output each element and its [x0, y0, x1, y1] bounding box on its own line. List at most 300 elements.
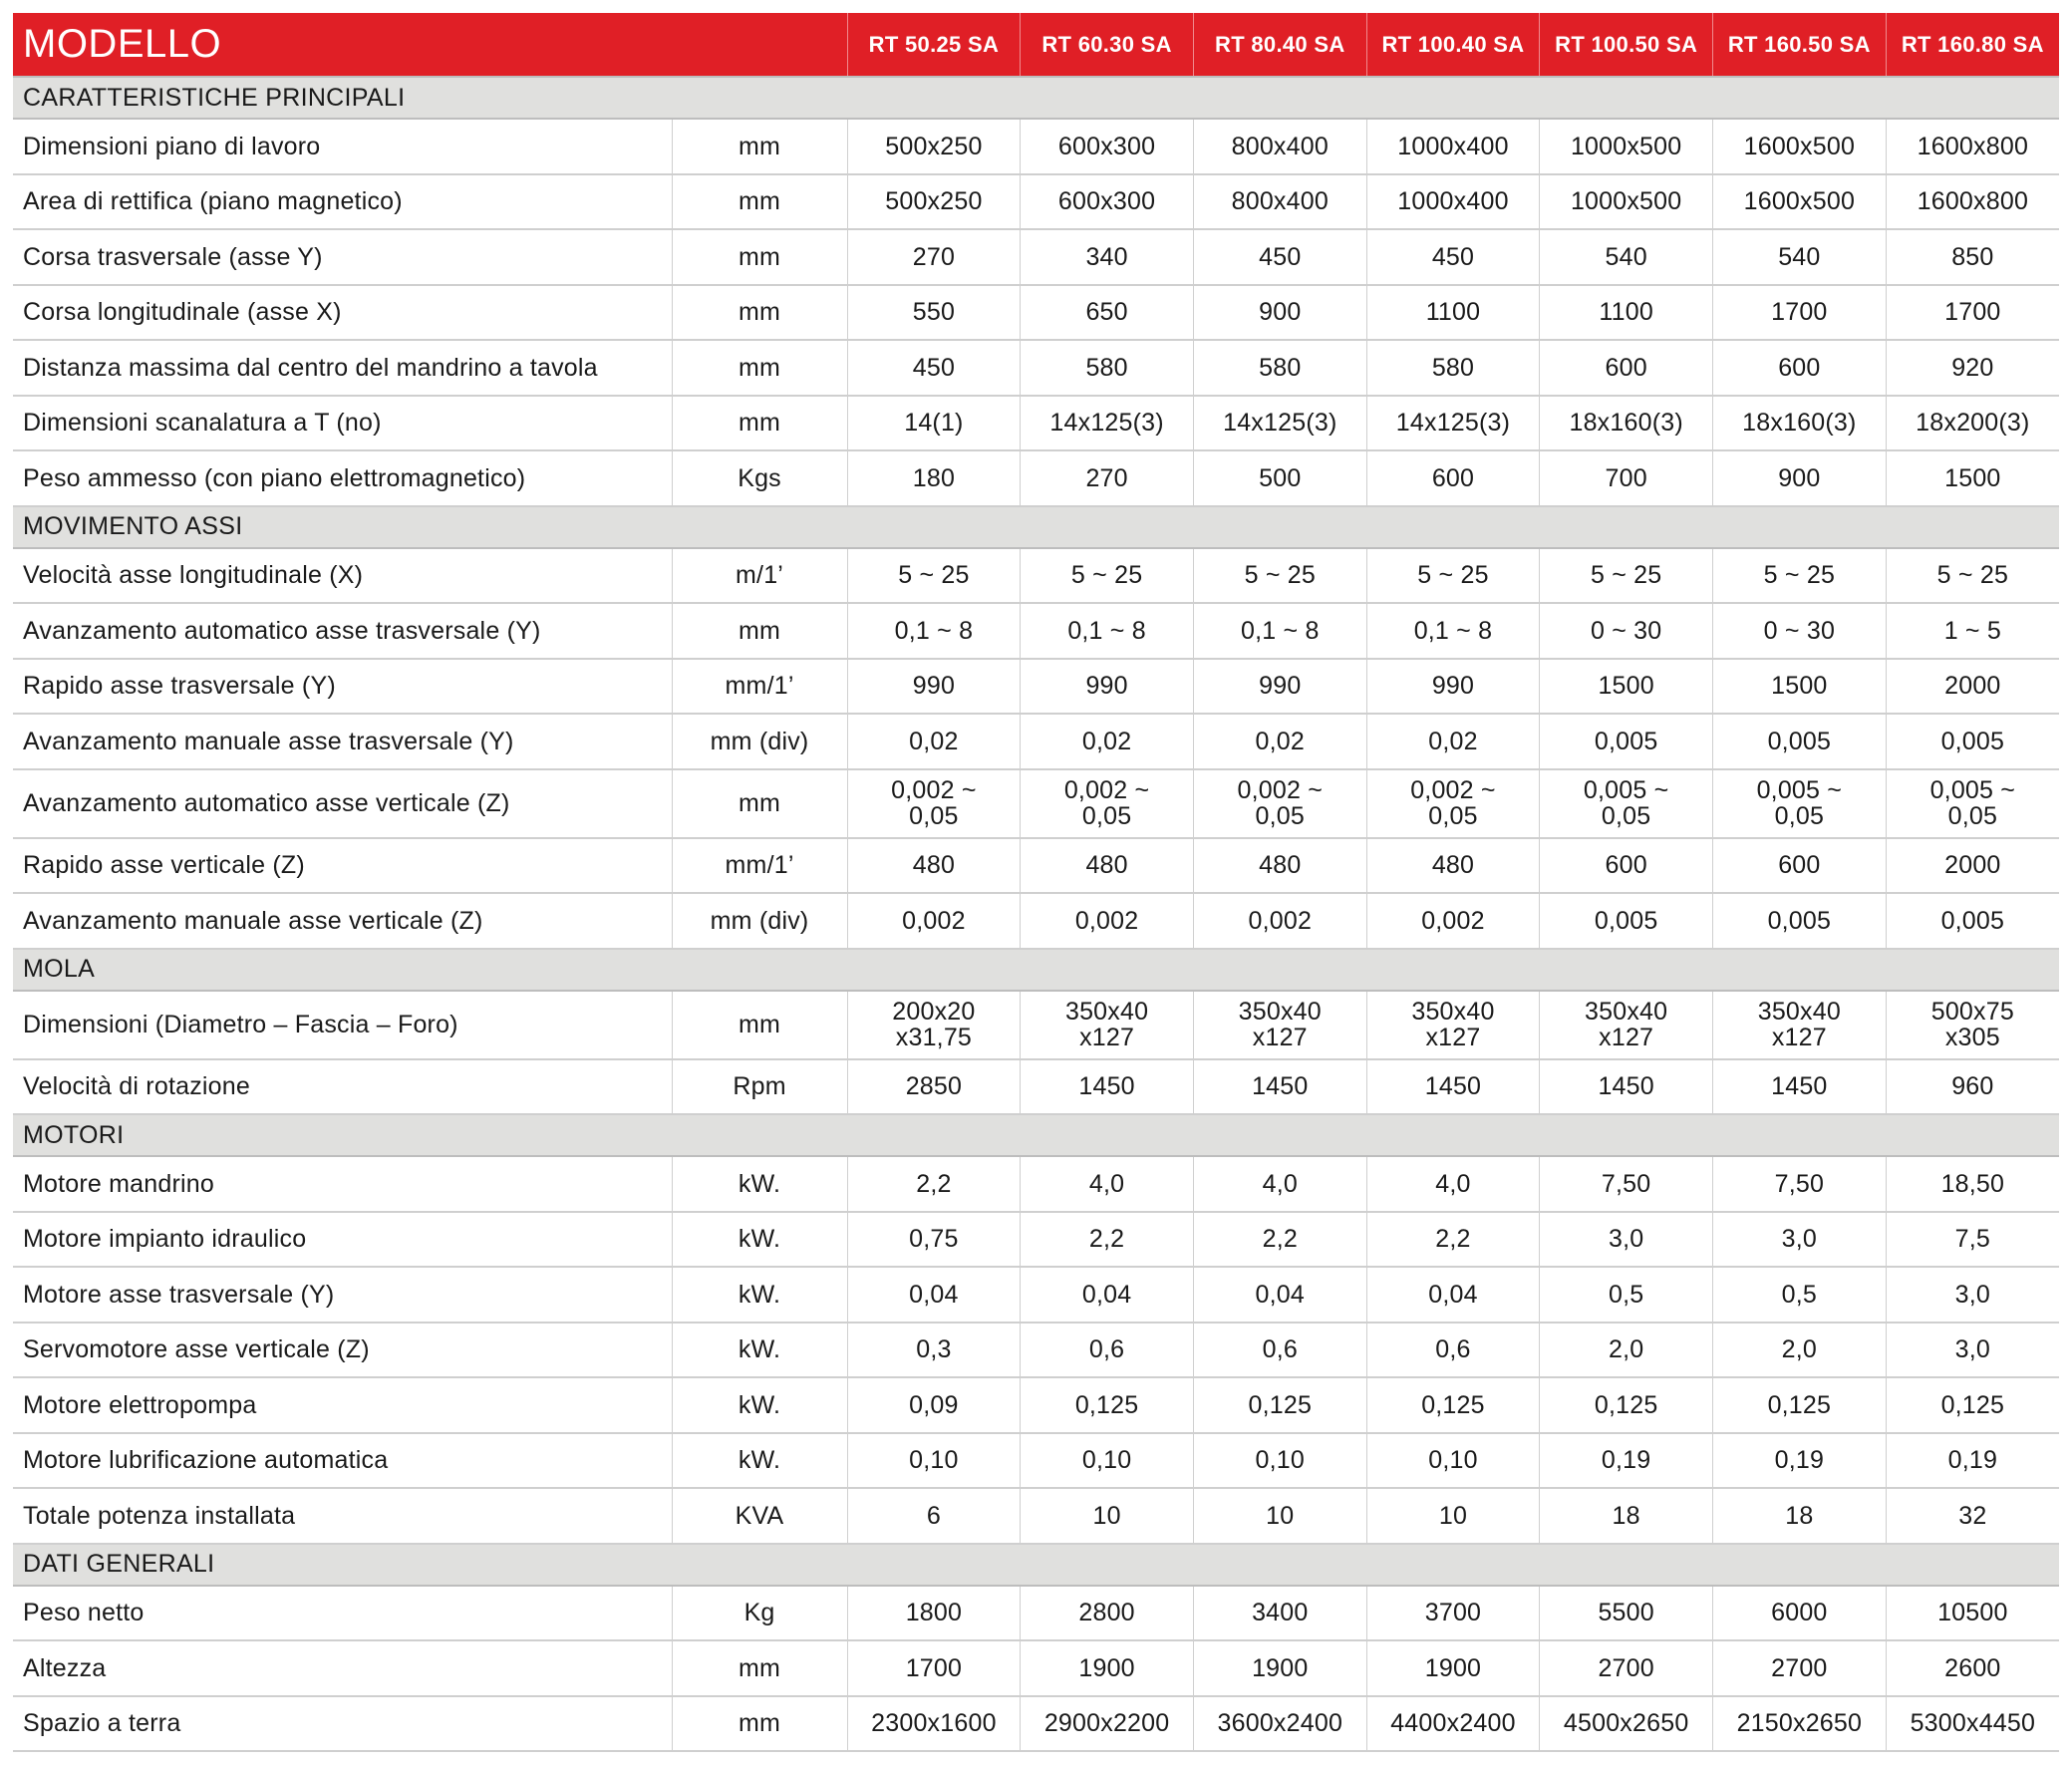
- table-row: [13, 1377, 2059, 1433]
- spec-value-text: 990: [912, 672, 956, 701]
- spec-value-text: 18: [1785, 1501, 1814, 1530]
- table-row: [13, 396, 2059, 451]
- spec-value: [1366, 1377, 1540, 1433]
- spec-label: Avanzamento automatico asse trasversale (Y): [13, 603, 672, 659]
- spec-value-text: 10: [1266, 1501, 1295, 1530]
- spec-value: [1193, 1433, 1366, 1489]
- spec-value-text: 920: [1951, 353, 1994, 382]
- spec-value-text: 0,125: [1767, 1390, 1832, 1419]
- spec-value: [1886, 1267, 2059, 1323]
- spec-value: [1713, 1059, 1887, 1115]
- spec-value-text: 3400: [1252, 1599, 1309, 1627]
- spec-value: [847, 1696, 1021, 1752]
- section-header-row: [13, 1544, 2059, 1586]
- model-header: RT 100.40 SA: [1366, 13, 1540, 77]
- spec-value: [1886, 991, 2059, 1059]
- spec-value-text: 0,002: [1421, 906, 1485, 935]
- spec-value-text: 500x250: [885, 132, 983, 160]
- spec-value: [1540, 1059, 1713, 1115]
- spec-value-text: 500x75 x305: [1930, 998, 2014, 1051]
- spec-value: [847, 450, 1021, 506]
- spec-value-text: 600: [1431, 463, 1475, 492]
- spec-value-text: 5 ~ 25: [1244, 561, 1316, 590]
- spec-value: [847, 229, 1021, 285]
- spec-unit: mm: [672, 1696, 847, 1752]
- spec-value: [1193, 769, 1366, 838]
- spec-value: [1021, 548, 1194, 604]
- spec-unit: Rpm: [672, 1059, 847, 1115]
- table-row: [13, 769, 2059, 838]
- spec-value: [847, 548, 1021, 604]
- spec-unit: kW.: [672, 1323, 847, 1378]
- spec-value-text: 2150x2650: [1736, 1709, 1863, 1738]
- spec-value-text: 10: [1092, 1501, 1121, 1530]
- section-header-row: [13, 949, 2059, 991]
- spec-value: [1193, 548, 1366, 604]
- section-title: MOLA: [13, 949, 2059, 991]
- spec-unit: mm: [672, 1640, 847, 1696]
- spec-unit: Kgs: [672, 450, 847, 506]
- spec-label: Dimensioni scanalatura a T (no): [13, 396, 672, 451]
- spec-label: Velocità di rotazione: [13, 1059, 672, 1115]
- spec-value: [1021, 285, 1194, 341]
- spec-value: [1540, 1433, 1713, 1489]
- spec-value: [1713, 991, 1887, 1059]
- spec-label: Rapido asse verticale (Z): [13, 838, 672, 894]
- spec-value: [1021, 1488, 1194, 1544]
- spec-value-text: 5 ~ 25: [1070, 561, 1143, 590]
- spec-value: [1193, 340, 1366, 396]
- spec-value: [847, 174, 1021, 230]
- spec-value-text: 4400x2400: [1390, 1709, 1516, 1738]
- spec-unit: mm (div): [672, 714, 847, 769]
- spec-label: Corsa trasversale (asse Y): [13, 229, 672, 285]
- spec-value-text: 900: [1778, 463, 1821, 492]
- spec-value: [847, 285, 1021, 341]
- spec-value: [1540, 396, 1713, 451]
- spec-value: [1540, 838, 1713, 894]
- spec-value: [1540, 659, 1713, 715]
- spec-value-text: 14x125(3): [1395, 409, 1511, 438]
- spec-value-text: 0,002: [1248, 906, 1313, 935]
- spec-value-text: 18x160(3): [1742, 409, 1857, 438]
- spec-value-text: 1450: [1424, 1072, 1482, 1101]
- spec-value-text: 2000: [1944, 672, 2001, 701]
- spec-value-text: 1600x500: [1743, 132, 1856, 160]
- spec-value-text: 800x400: [1231, 132, 1329, 160]
- spec-label: Avanzamento manuale asse verticale (Z): [13, 893, 672, 949]
- spec-value-text: 0,19: [1947, 1446, 1998, 1475]
- spec-label: Distanza massima dal centro del mandrino a tavola: [13, 340, 672, 396]
- spec-value: [1193, 603, 1366, 659]
- spec-value: [1193, 1640, 1366, 1696]
- spec-value-text: 6000: [1771, 1599, 1828, 1627]
- spec-label: Motore mandrino: [13, 1156, 672, 1212]
- spec-value-text: 1450: [1252, 1072, 1309, 1101]
- spec-value-text: 600x300: [1057, 187, 1156, 216]
- spec-value-text: 3,0: [1781, 1225, 1818, 1254]
- spec-value-text: 3,0: [1954, 1335, 1991, 1364]
- spec-value: [1540, 1212, 1713, 1268]
- spec-value: [1540, 340, 1713, 396]
- spec-value-text: 7,50: [1774, 1169, 1825, 1198]
- section-header-row: [13, 77, 2059, 119]
- spec-value-text: 18,50: [1940, 1169, 2005, 1198]
- spec-value: [1366, 340, 1540, 396]
- spec-value: [847, 893, 1021, 949]
- spec-unit: mm (div): [672, 893, 847, 949]
- spec-value-text: 2,0: [1781, 1335, 1818, 1364]
- spec-value: [1193, 1377, 1366, 1433]
- spec-value-text: 14x125(3): [1223, 409, 1337, 438]
- spec-value-text: 2,2: [1088, 1225, 1125, 1254]
- spec-value: [1021, 119, 1194, 174]
- spec-value-text: 4,0: [1435, 1169, 1471, 1198]
- model-header: RT 50.25 SA: [847, 13, 1021, 77]
- spec-value-text: 0,19: [1601, 1446, 1651, 1475]
- spec-value-text: 10500: [1937, 1599, 2008, 1627]
- spec-value-text: 540: [1778, 242, 1821, 271]
- model-header: RT 60.30 SA: [1021, 13, 1194, 77]
- spec-value-text: 14x125(3): [1049, 409, 1164, 438]
- spec-value: [847, 991, 1021, 1059]
- table-row: [13, 229, 2059, 285]
- spec-unit: mm: [672, 229, 847, 285]
- spec-value: [847, 659, 1021, 715]
- spec-value-text: 1600x500: [1743, 187, 1856, 216]
- spec-value: [1021, 174, 1194, 230]
- spec-value-text: 4,0: [1262, 1169, 1298, 1198]
- spec-value: [1193, 991, 1366, 1059]
- spec-value-text: 540: [1605, 242, 1647, 271]
- header-row: [13, 13, 2059, 77]
- spec-value: [1886, 1433, 2059, 1489]
- spec-value: [1886, 119, 2059, 174]
- table-row: [13, 119, 2059, 174]
- spec-value-text: 270: [912, 242, 956, 271]
- spec-value-text: 0,04: [909, 1280, 959, 1309]
- spec-value: [847, 838, 1021, 894]
- spec-value-text: 1900: [1252, 1653, 1309, 1682]
- spec-value-text: 1900: [1424, 1653, 1482, 1682]
- spec-value-text: 1 ~ 5: [1943, 616, 2001, 645]
- spec-value-text: 1700: [905, 1653, 963, 1682]
- spec-value-text: 3,0: [1608, 1225, 1644, 1254]
- spec-value-text: 2,2: [1435, 1225, 1471, 1254]
- spec-unit: mm/1’: [672, 659, 847, 715]
- spec-value: [1713, 1267, 1887, 1323]
- spec-value: [1886, 714, 2059, 769]
- model-header: RT 100.50 SA: [1540, 13, 1713, 77]
- spec-value: [1886, 893, 2059, 949]
- spec-label: Dimensioni piano di lavoro: [13, 119, 672, 174]
- spec-value: [1366, 991, 1540, 1059]
- spec-value: [1540, 174, 1713, 230]
- spec-value: [1713, 714, 1887, 769]
- table-header: [13, 13, 2059, 77]
- spec-value-text: 990: [1085, 672, 1128, 701]
- spec-value: [1193, 1696, 1366, 1752]
- spec-value: [1540, 1156, 1713, 1212]
- spec-value-text: 600: [1778, 851, 1821, 880]
- spec-label: Totale potenza installata: [13, 1488, 672, 1544]
- spec-value-text: 350x40 x127: [1238, 998, 1322, 1051]
- section-title: MOTORI: [13, 1114, 2059, 1156]
- spec-value: [1713, 1640, 1887, 1696]
- table-row: [13, 1323, 2059, 1378]
- spec-value-text: 900: [1259, 298, 1302, 327]
- spec-value-text: 0,04: [1081, 1280, 1132, 1309]
- spec-value: [1886, 1212, 2059, 1268]
- spec-value-text: 2,2: [916, 1169, 952, 1198]
- spec-value: [1193, 1059, 1366, 1115]
- spec-value-text: 0,02: [909, 727, 959, 755]
- spec-value: [1713, 659, 1887, 715]
- spec-value-text: 0,3: [916, 1335, 952, 1364]
- spec-unit: mm/1’: [672, 838, 847, 894]
- spec-value: [1193, 893, 1366, 949]
- spec-value: [1021, 769, 1194, 838]
- spec-value: [1021, 1640, 1194, 1696]
- spec-value: [1021, 659, 1194, 715]
- spec-value-text: 32: [1958, 1501, 1987, 1530]
- spec-value-text: 0 ~ 30: [1590, 616, 1662, 645]
- spec-value-text: 450: [1431, 242, 1475, 271]
- spec-label: Motore asse trasversale (Y): [13, 1267, 672, 1323]
- spec-value-text: 0,6: [1262, 1335, 1298, 1364]
- spec-value-text: 600x300: [1057, 132, 1156, 160]
- spec-value: [1540, 1696, 1713, 1752]
- spec-value: [1366, 1433, 1540, 1489]
- spec-value: [1713, 1323, 1887, 1378]
- spec-unit: kW.: [672, 1267, 847, 1323]
- spec-value-text: 14(1): [904, 409, 964, 438]
- spec-value: [1193, 1323, 1366, 1378]
- spec-value-text: 1900: [1078, 1653, 1135, 1682]
- spec-value: [1366, 893, 1540, 949]
- spec-value-text: 0,5: [1608, 1280, 1644, 1309]
- spec-value: [847, 1488, 1021, 1544]
- spec-value: [847, 603, 1021, 659]
- spec-value-text: 0,005: [1767, 727, 1832, 755]
- spec-label: Servomotore asse verticale (Z): [13, 1323, 672, 1378]
- spec-value: [1366, 714, 1540, 769]
- spec-value-text: 0,005: [1594, 906, 1658, 935]
- spec-value-text: 7,5: [1954, 1225, 1991, 1254]
- spec-value-text: 0,002 ~ 0,05: [1237, 776, 1324, 830]
- spec-value: [1366, 119, 1540, 174]
- spec-value-text: 580: [1259, 353, 1302, 382]
- spec-value: [1021, 1323, 1194, 1378]
- spec-label: Velocità asse longitudinale (X): [13, 548, 672, 604]
- spec-value: [1713, 893, 1887, 949]
- spec-label: Area di rettifica (piano magnetico): [13, 174, 672, 230]
- spec-value: [1021, 1156, 1194, 1212]
- spec-label: Motore lubrificazione automatica: [13, 1433, 672, 1489]
- spec-value: [847, 1640, 1021, 1696]
- spec-value-text: 850: [1951, 242, 1994, 271]
- spec-value-text: 2,0: [1608, 1335, 1644, 1364]
- spec-value-text: 0,125: [1940, 1390, 2005, 1419]
- spec-value: [1886, 1156, 2059, 1212]
- spec-value-text: 0,125: [1248, 1390, 1313, 1419]
- spec-value-text: 6: [926, 1501, 941, 1530]
- spec-value: [1713, 548, 1887, 604]
- spec-value: [1021, 1433, 1194, 1489]
- spec-value-text: 1800: [905, 1599, 963, 1627]
- spec-value: [1540, 991, 1713, 1059]
- spec-value: [1366, 548, 1540, 604]
- spec-value-text: 10: [1438, 1501, 1468, 1530]
- spec-value: [1366, 659, 1540, 715]
- spec-value-text: 0,1 ~ 8: [894, 616, 974, 645]
- spec-value-text: 480: [1431, 851, 1475, 880]
- spec-value: [847, 1586, 1021, 1641]
- spec-value: [1366, 1640, 1540, 1696]
- spec-value: [1193, 714, 1366, 769]
- spec-value: [847, 1212, 1021, 1268]
- table-title: MODELLO: [13, 13, 847, 77]
- spec-value-text: 18x160(3): [1569, 409, 1683, 438]
- spec-value-text: 990: [1431, 672, 1475, 701]
- spec-value: [1713, 450, 1887, 506]
- spec-value-text: 1700: [1944, 298, 2001, 327]
- spec-value: [1193, 838, 1366, 894]
- spec-value: [1021, 1212, 1194, 1268]
- table-row: [13, 659, 2059, 715]
- spec-value: [1021, 1377, 1194, 1433]
- spec-value: [1540, 450, 1713, 506]
- table-row: [13, 1212, 2059, 1268]
- spec-label: Dimensioni (Diametro – Fascia – Foro): [13, 991, 672, 1059]
- section-title: MOVIMENTO ASSI: [13, 506, 2059, 548]
- spec-value: [1886, 1488, 2059, 1544]
- spec-value-text: 0,002: [1074, 906, 1139, 935]
- spec-value-text: 0 ~ 30: [1763, 616, 1836, 645]
- spec-table: [13, 13, 2059, 1752]
- spec-value: [1540, 285, 1713, 341]
- spec-value: [1021, 1267, 1194, 1323]
- spec-value: [1021, 838, 1194, 894]
- spec-value: [1540, 893, 1713, 949]
- spec-value: [847, 714, 1021, 769]
- spec-value-text: 0,10: [909, 1446, 959, 1475]
- table-row: [13, 1433, 2059, 1489]
- spec-value: [1713, 1156, 1887, 1212]
- spec-value: [847, 1059, 1021, 1115]
- spec-value: [847, 1267, 1021, 1323]
- spec-value: [1021, 1586, 1194, 1641]
- spec-unit: mm: [672, 396, 847, 451]
- spec-value-text: 0,02: [1255, 727, 1306, 755]
- spec-value: [1713, 1586, 1887, 1641]
- spec-value-text: 4500x2650: [1563, 1709, 1689, 1738]
- spec-value-text: 0,04: [1428, 1280, 1478, 1309]
- spec-value-text: 1600x800: [1917, 187, 2029, 216]
- table-row: [13, 1640, 2059, 1696]
- spec-value: [1540, 1267, 1713, 1323]
- spec-value-text: 1500: [1598, 672, 1654, 701]
- spec-value-text: 1100: [1425, 298, 1481, 327]
- spec-value: [1540, 119, 1713, 174]
- spec-value: [1886, 1696, 2059, 1752]
- section-title: CARATTERISTICHE PRINCIPALI: [13, 77, 2059, 119]
- spec-value: [1021, 340, 1194, 396]
- spec-value: [1021, 991, 1194, 1059]
- spec-value: [1366, 229, 1540, 285]
- spec-value-text: 0,10: [1255, 1446, 1306, 1475]
- spec-value: [1366, 285, 1540, 341]
- spec-value-text: 450: [912, 353, 956, 382]
- spec-value: [1713, 285, 1887, 341]
- spec-value: [1366, 838, 1540, 894]
- spec-value-text: 2,2: [1262, 1225, 1298, 1254]
- spec-value-text: 0,19: [1774, 1446, 1825, 1475]
- spec-value-text: 0,005: [1940, 906, 2005, 935]
- spec-value-text: 480: [1259, 851, 1302, 880]
- spec-value: [1021, 1059, 1194, 1115]
- spec-value: [1366, 769, 1540, 838]
- spec-unit: m/1’: [672, 548, 847, 604]
- spec-value: [1713, 838, 1887, 894]
- spec-unit: mm: [672, 285, 847, 341]
- spec-value: [847, 1433, 1021, 1489]
- spec-value-text: 480: [1085, 851, 1128, 880]
- table-row: [13, 1488, 2059, 1544]
- spec-value: [1540, 1488, 1713, 1544]
- table-row: [13, 1267, 2059, 1323]
- table-row: [13, 1696, 2059, 1752]
- spec-value-text: 550: [912, 298, 956, 327]
- spec-value: [1713, 1433, 1887, 1489]
- spec-unit: mm: [672, 991, 847, 1059]
- spec-value-text: 5 ~ 25: [1590, 561, 1662, 590]
- spec-value: [1366, 1323, 1540, 1378]
- spec-unit: mm: [672, 119, 847, 174]
- spec-unit: kW.: [672, 1156, 847, 1212]
- spec-value-text: 480: [912, 851, 956, 880]
- spec-value-text: 0,125: [1074, 1390, 1139, 1419]
- spec-value: [1540, 229, 1713, 285]
- spec-value: [1886, 838, 2059, 894]
- spec-value-text: 1000x500: [1570, 132, 1682, 160]
- table-row: [13, 548, 2059, 604]
- spec-value: [1366, 603, 1540, 659]
- spec-value-text: 0,005: [1594, 727, 1658, 755]
- spec-value-text: 0,1 ~ 8: [1067, 616, 1146, 645]
- spec-value: [1193, 659, 1366, 715]
- spec-unit: kW.: [672, 1377, 847, 1433]
- spec-value-text: 3,0: [1954, 1280, 1991, 1309]
- spec-value: [1540, 1377, 1713, 1433]
- spec-value-text: 3600x2400: [1217, 1709, 1343, 1738]
- spec-value-text: 1000x500: [1570, 187, 1682, 216]
- spec-value-text: 600: [1778, 353, 1821, 382]
- spec-unit: kW.: [672, 1433, 847, 1489]
- spec-value-text: 5500: [1598, 1599, 1654, 1627]
- spec-value-text: 350x40 x127: [1585, 998, 1668, 1051]
- spec-value-text: 2000: [1944, 851, 2001, 880]
- spec-value-text: 5300x4450: [1910, 1709, 2036, 1738]
- spec-value-text: 350x40 x127: [1064, 998, 1149, 1051]
- spec-value: [1886, 659, 2059, 715]
- spec-value-text: 4,0: [1088, 1169, 1125, 1198]
- spec-value: [1713, 340, 1887, 396]
- spec-value-text: 0,75: [909, 1225, 959, 1254]
- spec-value-text: 340: [1085, 242, 1128, 271]
- spec-label: Motore elettropompa: [13, 1377, 672, 1433]
- model-header: RT 160.80 SA: [1886, 13, 2059, 77]
